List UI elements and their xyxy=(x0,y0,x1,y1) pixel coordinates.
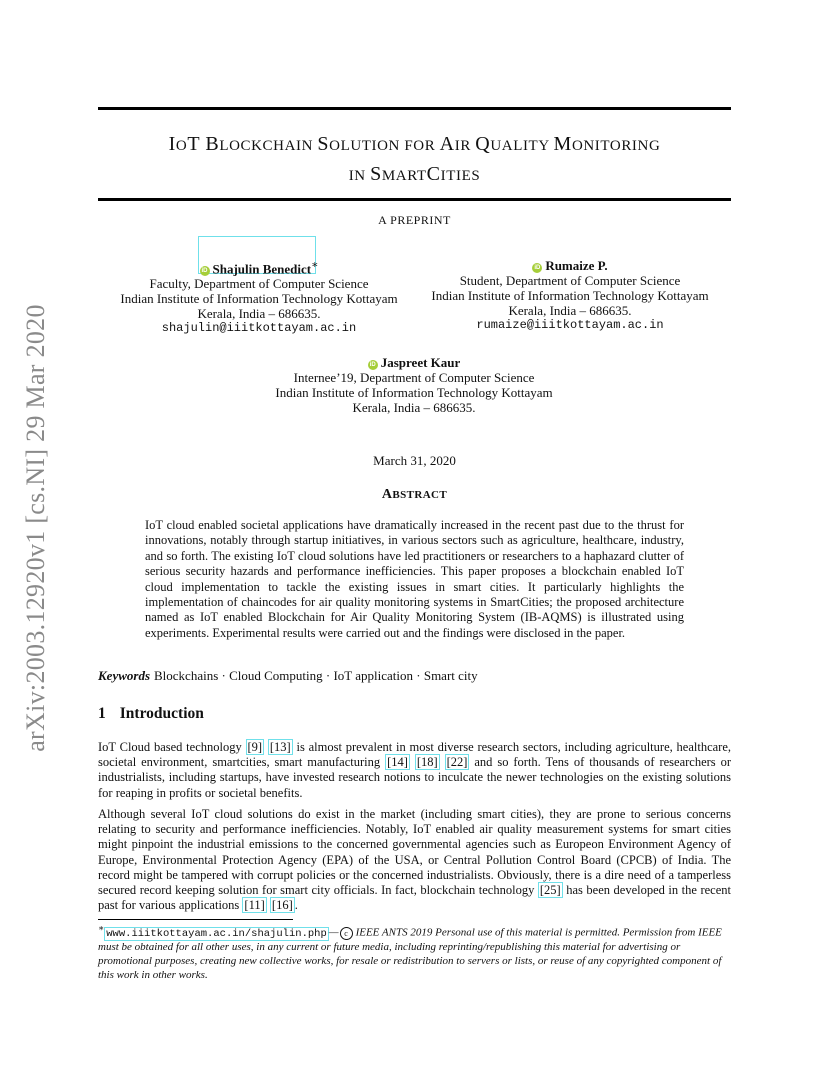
section-heading xyxy=(98,705,204,723)
title-rule-top xyxy=(98,107,731,110)
author-block-1 xyxy=(100,258,418,336)
author-block-2 xyxy=(418,258,722,333)
author-name: Rumaize P. xyxy=(545,258,608,273)
abstract-heading-initial: A xyxy=(381,487,393,502)
title-part: IR xyxy=(454,138,476,154)
title-part: LOCKCHAIN xyxy=(219,138,318,154)
footnote-rule xyxy=(98,919,293,920)
author-name-line xyxy=(250,355,578,370)
author-institute: Indian Institute of Information Technology Kottayam xyxy=(120,291,398,307)
copyright-icon: c xyxy=(340,927,353,940)
arxiv-identifier-stamp: arXiv:2003.12920v1 [cs.NI] 29 Mar 2020 xyxy=(21,304,50,752)
paper-title xyxy=(98,130,731,190)
keywords-line xyxy=(98,668,731,684)
title-line-2 xyxy=(98,160,731,190)
paragraph-text: is almost prevalent in most diverse research sectors, including agriculture, healthcare, societal environment, smartcities, smart manufacturing xyxy=(98,740,731,770)
orcid-icon[interactable]: iD xyxy=(369,362,376,368)
citation-link[interactable]: [9] xyxy=(247,740,263,754)
title-part: I xyxy=(168,133,176,155)
author-name-line xyxy=(100,258,418,276)
orcid-icon[interactable]: iD xyxy=(534,265,541,271)
keywords-text: Blockchains · Cloud Computing · IoT application · Smart city xyxy=(154,668,478,683)
citation-link[interactable]: [16] xyxy=(271,898,293,913)
orcid-icon[interactable]: iD xyxy=(201,268,208,275)
publication-date: March 31, 2020 xyxy=(373,453,456,468)
title-part: A xyxy=(439,133,455,155)
footnote-url-link[interactable]: www.iiitkottayam.ac.in/shajulin.php xyxy=(106,927,327,940)
intro-paragraph-2 xyxy=(98,807,731,913)
paragraph-text: . xyxy=(294,898,298,913)
citation-link[interactable]: [18] xyxy=(416,755,438,770)
author-name: Jaspreet Kaur xyxy=(380,355,461,370)
abstract-body: IoT cloud enabled societal applications have dramatically increased in the recent past due to the thrust for innovations, notably through startup initiatives, in various sectors such as agriculture, healthcare, industry, and so forth. The existing IoT cloud solutions have led practitioners or researchers to a haphazard clutter of serious security hazards and performance inefficiencies. This paper proposes a blockchain enabled IoT cloud implementation to tackle the existing issues in smart cities. It particularly highlights the implementation of chaincodes for air quality monitoring systems in SmartCities; the proposed architecture named as IoT enabled Blockchain for Air Quality Monitoring System (IB-AQMS) is illustrated using experiments. Experimental results were carried out and the findings were disclosed in the paper. xyxy=(145,518,684,640)
title-line-1 xyxy=(98,130,731,160)
footnote-text: IEEE ANTS 2019 Personal use of this material is permitted. Permission from IEEE must be obtained for all other uses, in any current or future media, including reprinting/republishing this material for advertising or promotional purposes, creating new collective works, for resale or redistribution to servers or lists, or reuse of any copyrighted component of this work in other works. xyxy=(98,926,722,982)
footnote-dash: — xyxy=(328,926,339,939)
citation-link[interactable]: [25] xyxy=(539,883,561,898)
author-name: Shajulin Benedict xyxy=(212,261,312,277)
section-number: 1 xyxy=(98,705,106,722)
author-affiliation: Student, Department of Computer Science xyxy=(459,273,681,288)
title-part: IN xyxy=(348,168,371,184)
author-block-3 xyxy=(250,355,578,415)
paragraph-text: IoT Cloud based technology xyxy=(98,740,246,754)
author-location: Kerala, India – 686635. xyxy=(352,400,476,415)
author-institute: Indian Institute of Information Technology Kottayam xyxy=(275,385,553,400)
section-title: Introduction xyxy=(119,705,204,722)
author-email[interactable]: shajulin@iiitkottayam.ac.in xyxy=(161,321,357,336)
paragraph-text xyxy=(440,755,445,769)
paragraph-text: has been developed in the recent past for various applications xyxy=(98,883,731,913)
preprint-label: A PREPRINT xyxy=(378,213,451,227)
intro-paragraph-1 xyxy=(98,740,731,801)
title-part: UALITY xyxy=(490,138,554,154)
title-part: M xyxy=(553,133,572,155)
citation-link[interactable]: [22] xyxy=(446,755,468,770)
citation-link[interactable]: [14] xyxy=(387,755,408,770)
keywords-label: Keywords xyxy=(98,668,150,683)
paragraph-text: Although several IoT cloud solutions do exist in the market (including smart cities), they are prone to serious concerns relating to security and performance inefficiencies. Notably, IoT enabled air quality measurement systems for smart cities might pinpoint the industrial emissions to the concerned governmental agencies such as Europeon Environment Agency of Europe, Environmental Protection Agency (EPA) of the USA, or Central Pollution Control Board (CPCB) of India. The record might be tampered with corrupt policies or the concerned industrialists. Obviously, there is a dire need of a tamperless secured record keeping solution for smart city officials. In fact, blockchain technology xyxy=(98,807,731,898)
author-email[interactable]: rumaize@iiitkottayam.ac.in xyxy=(476,318,664,332)
author-affiliation: Internee’19, Department of Computer Science xyxy=(293,370,535,385)
title-part: ITIES xyxy=(440,168,481,184)
title-part: S xyxy=(370,163,382,185)
title-part: C xyxy=(426,163,441,185)
footnote xyxy=(98,922,731,983)
title-part: S xyxy=(317,133,330,155)
author-institute: Indian Institute of Information Technology Kottayam xyxy=(431,288,709,303)
title-part: Q xyxy=(475,133,491,155)
footnote-marker[interactable]: ∗ xyxy=(311,259,319,271)
abstract-heading-rest: BSTRACT xyxy=(392,489,448,501)
title-part: T B xyxy=(187,133,220,155)
paragraph-text: and so forth. Tens of thousands of researchers or industrialists, including startups, have invested research notions to inculcate the newer technologies on the existing solutions for reaping in profits or societal benefits. xyxy=(98,755,732,800)
title-part: MART xyxy=(381,168,427,184)
citation-link[interactable]: [11] xyxy=(244,898,265,913)
abstract-heading xyxy=(98,487,731,503)
citation-link[interactable]: [13] xyxy=(269,740,291,754)
author-affiliation: Faculty, Department of Computer Science xyxy=(149,276,369,292)
author-location: Kerala, India – 686635. xyxy=(197,306,321,322)
author-location: Kerala, India – 686635. xyxy=(508,303,632,318)
title-rule-bottom xyxy=(98,198,731,201)
author-name-line xyxy=(418,258,722,273)
title-part: O xyxy=(175,138,188,154)
title-part: ONITORING xyxy=(571,138,661,154)
footnote-marker: ∗ xyxy=(98,923,105,933)
title-part: OLUTION FOR xyxy=(329,138,440,154)
